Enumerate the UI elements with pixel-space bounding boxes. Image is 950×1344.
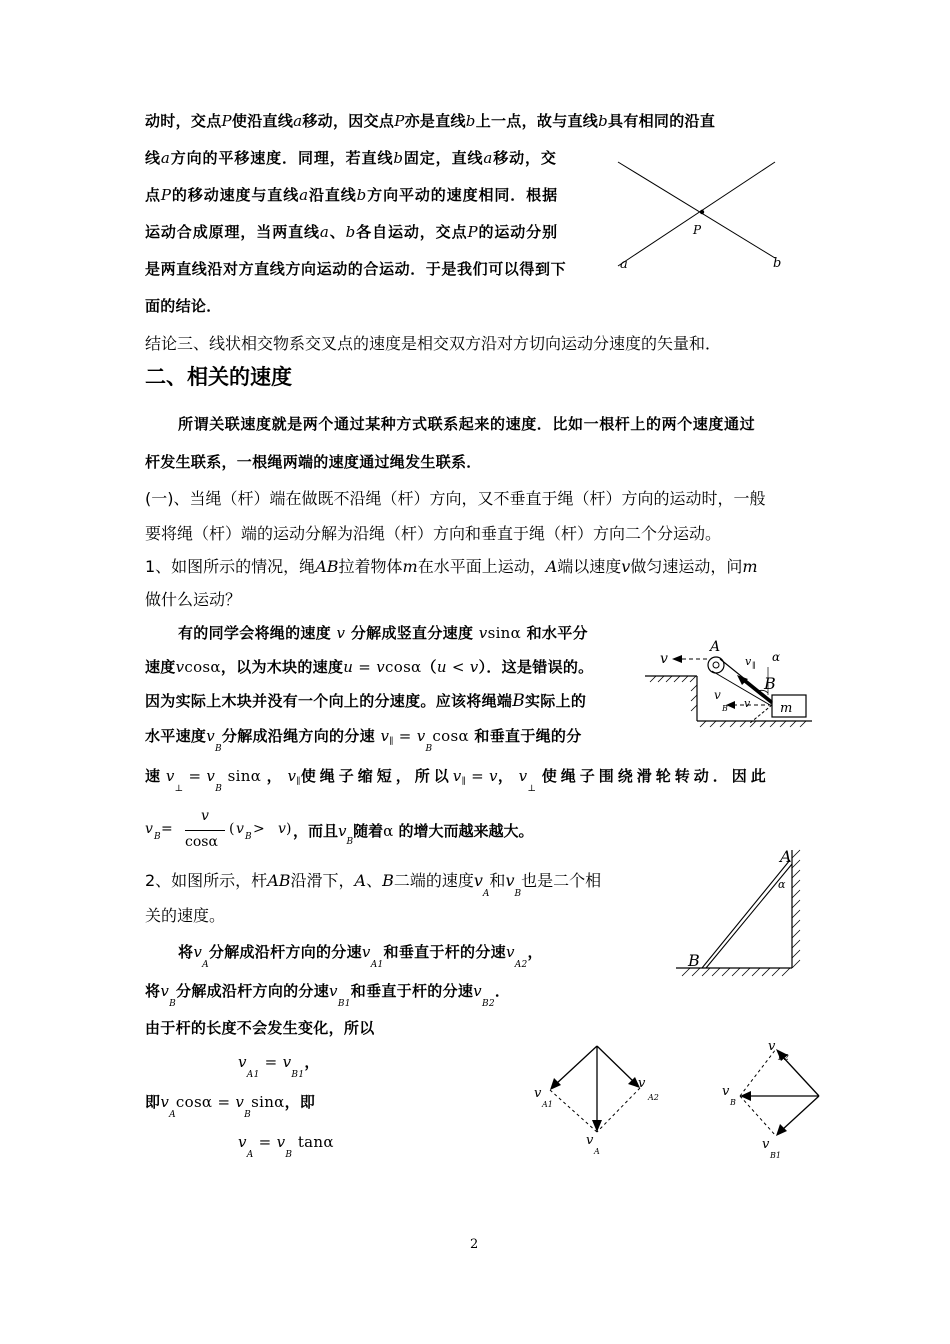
equation: $v_{A1} = v_{B1}$， bbox=[238, 1053, 320, 1080]
label-a: a bbox=[620, 257, 628, 272]
text-line: 线a方向的平移速度．同理，若直线b固定，直线a移动，交 bbox=[145, 149, 557, 167]
text-line: 关的速度。 bbox=[145, 906, 226, 925]
line-a bbox=[618, 162, 775, 266]
svg-text:v: v bbox=[762, 1137, 770, 1152]
svg-text:B: B bbox=[722, 704, 728, 713]
svg-text:A: A bbox=[780, 847, 792, 866]
text-line: 做什么运动？ bbox=[145, 590, 242, 609]
svg-text:A2: A2 bbox=[648, 1093, 659, 1102]
question-one: 1、如图所示的情况，绳AB拉着物体m在水平面上运动，A端以速度v做匀速运动，问m bbox=[145, 557, 758, 576]
vb-decomposition-figure bbox=[720, 1038, 830, 1163]
svg-text:v: v bbox=[586, 1133, 594, 1148]
svg-text:B2: B2 bbox=[778, 1053, 789, 1062]
svg-text:α: α bbox=[772, 650, 781, 664]
svg-text:B: B bbox=[764, 674, 776, 693]
text-line: 要将绳（杆）端的运动分解为沿绳（杆）方向和垂直于绳（杆）方向二个分运动。 bbox=[145, 524, 722, 543]
svg-text:B: B bbox=[730, 1098, 736, 1107]
svg-text:v: v bbox=[768, 1039, 776, 1054]
svg-text:v: v bbox=[638, 1076, 646, 1091]
text-line: 水平速度$v_B$分解成沿绳方向的分速 $v_\parallel = v_B\cos\alpha$ 和垂直于绳的分 bbox=[145, 727, 582, 754]
text-line: 将$v_A$分解成沿杆方向的分速$v_{A1}$和垂直于杆的分速$v_{A2}$， bbox=[178, 943, 543, 970]
svg-text:v: v bbox=[722, 1084, 730, 1099]
text-line: 因为实际上木块并没有一个向上的分速度。应该将绳端B实际上的 bbox=[145, 691, 587, 711]
label-p: P bbox=[693, 223, 702, 237]
label-b: b bbox=[773, 256, 782, 271]
conclusion-three: 结论三、线状相交物系交叉点的速度是相交双方沿对方切向运动分速度的矢量和． bbox=[145, 334, 722, 353]
text-line: 由于杆的长度不会发生变化，所以 bbox=[145, 1019, 375, 1037]
text-line: 速度vcosα，以为木块的速度u = vcosα（u < v）．这是错误的。 bbox=[145, 658, 594, 676]
svg-text:A: A bbox=[594, 1147, 600, 1156]
text-line: 动时，交点P使沿直线a移动，因交点P亦是直线b上一点，故与直线b具有相同的沿直 bbox=[145, 112, 716, 130]
crossing-lines-figure bbox=[615, 150, 795, 275]
text-line: 将$v_B$分解成沿杆方向的分速$v_{B1}$和垂直于杆的分速$v_{B2}$． bbox=[145, 982, 511, 1009]
point-p bbox=[700, 210, 704, 214]
svg-text:A1: A1 bbox=[542, 1100, 553, 1109]
section-title: 二、相关的速度 bbox=[145, 365, 292, 389]
svg-text:B: B bbox=[688, 951, 700, 970]
text-line: 有的同学会将绳的速度 v 分解成竖直分速度 vsinα 和水平分 bbox=[178, 624, 588, 642]
svg-text:∥: ∥ bbox=[752, 661, 756, 670]
svg-text:v: v bbox=[714, 688, 721, 702]
svg-text:v: v bbox=[745, 655, 752, 668]
svg-text:v: v bbox=[534, 1086, 542, 1101]
text-line: 运动合成原理，当两直线a、b各自运动，交点P的运动分别 bbox=[145, 223, 558, 241]
text-line: 速 $v_\perp = v_B$ sinα ， $v_\parallel$使绳子缩短，所以$v_\parallel = v$， $v_\perp$ 使绳子围绕滑轮转动．因此 bbox=[145, 767, 770, 794]
svg-text:m: m bbox=[780, 701, 793, 716]
va-decomposition-figure bbox=[528, 1040, 668, 1165]
equation: $v_A = v_B$ tanα bbox=[238, 1133, 334, 1160]
svg-text:B1: B1 bbox=[770, 1151, 781, 1160]
line-b bbox=[618, 162, 775, 258]
svg-text:v: v bbox=[744, 697, 751, 710]
question-two: 2、如图所示，杆AB沿滑下，A、B二端的速度$v_A$和$v_B$也是二个相 bbox=[145, 871, 602, 899]
text-line: 所谓关联速度就是两个通过某种方式联系起来的速度．比如一根杆上的两个速度通过 bbox=[178, 415, 756, 433]
sliding-rod-figure bbox=[672, 846, 812, 978]
pulley bbox=[708, 657, 724, 673]
text-line: 是两直线沿对方直线方向运动的合运动．于是我们可以得到下 bbox=[145, 260, 567, 278]
svg-text:α: α bbox=[778, 878, 786, 891]
text-line: 杆发生联系，一根绳两端的速度通过绳发生联系． bbox=[145, 453, 482, 471]
rope-pulley-figure bbox=[640, 633, 815, 733]
page-number: 2 bbox=[470, 1237, 479, 1252]
text-line: 点P的移动速度与直线a沿直线b方向平动的速度相同．根据 bbox=[145, 186, 558, 204]
text-line: 面的结论． bbox=[145, 297, 222, 315]
svg-text:A: A bbox=[710, 639, 721, 655]
equation: 即$v_A\cos\alpha = v_B\sin\alpha$，即 bbox=[145, 1093, 316, 1120]
subsection-heading: (一)、当绳（杆）端在做既不沿绳（杆）方向，又不垂直于绳（杆）方向的运动时，一般 bbox=[145, 489, 766, 508]
svg-text:v: v bbox=[660, 651, 668, 667]
